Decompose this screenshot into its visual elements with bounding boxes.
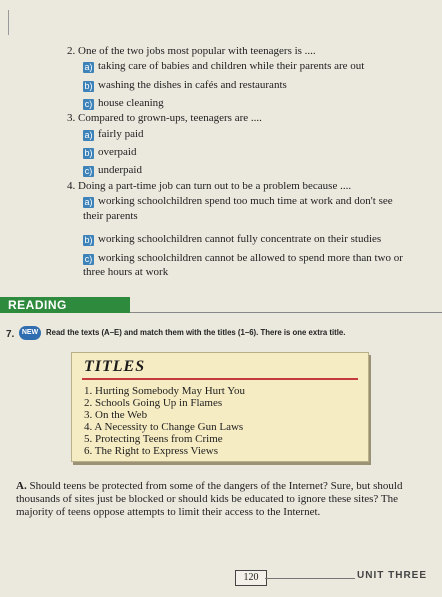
option-badge: a) (84, 197, 93, 207)
question-2: 2. One of the two jobs most popular with teenagers is .... (67, 45, 316, 57)
option-badge: c) (84, 166, 93, 176)
title-item: 2. Schools Going Up in Flames (84, 397, 223, 409)
question-2-option-a (83, 60, 364, 73)
text-a-body: Should teens be protected from some of the dangers of the Internet? Sure, but should thousands of sites just be blocked or should kids be educated to ignore these sites? The majority of teens oppose attempts to limit their access to the Internet. (16, 480, 403, 518)
option-badge: a) (84, 130, 93, 140)
option-badge: b) (84, 235, 93, 245)
question-2-option-b (83, 79, 287, 92)
option-badge: b) (84, 148, 93, 158)
section-divider (130, 312, 442, 313)
task-number: 7. (6, 329, 15, 340)
question-4-option-c-cont: three hours at work (83, 266, 169, 278)
title-item: 3. On the Web (84, 409, 148, 421)
question-4-option-b (83, 233, 381, 246)
option-text: working schoolchildren cannot fully concentrate on their studies (98, 233, 382, 245)
question-3: 3. Compared to grown-ups, teenagers are .... (67, 112, 262, 124)
option-badge: a) (84, 62, 93, 72)
question-3-option-a (83, 128, 144, 141)
option-badge: c) (84, 254, 93, 264)
question-4-option-a-cont: their parents (83, 210, 138, 222)
margin-line (8, 10, 9, 35)
unit-label: UNIT THREE (357, 570, 427, 581)
titles-heading: TITLES (84, 358, 146, 375)
page-number: 120 (235, 570, 267, 586)
option-text: working schoolchildren cannot be allowed to spend more than two or (98, 252, 403, 264)
option-badge: b) (84, 81, 93, 91)
option-text: taking care of babies and children while their parents are out (98, 60, 365, 72)
text-a-label: A. (16, 480, 27, 492)
title-item: 1. Hurting Somebody May Hurt You (84, 385, 246, 397)
option-text: fairly paid (98, 128, 144, 140)
new-task-icon: NEW (19, 326, 41, 340)
title-item: 6. The Right to Express Views (84, 445, 218, 457)
text-a (16, 480, 428, 519)
task-instruction: Read the texts (A–E) and match them with the titles (1–6). There is one extra title. (46, 328, 346, 337)
option-text: washing the dishes in cafés and restaurants (98, 79, 287, 91)
question-4-option-a (83, 195, 393, 208)
title-item: 4. A Necessity to Change Gun Laws (84, 421, 244, 433)
option-badge: c) (84, 99, 93, 109)
title-item: 5. Protecting Teens from Crime (84, 433, 223, 445)
option-text: working schoolchildren spend too much time at work and don't see (98, 195, 393, 207)
question-2-option-c (83, 97, 164, 110)
reading-section-label: READING (8, 298, 67, 312)
titles-rule (82, 378, 358, 380)
option-text: house cleaning (98, 97, 164, 109)
titles-box (71, 352, 369, 462)
footer-rule (265, 578, 355, 579)
question-3-option-b (83, 146, 136, 159)
option-text: underpaid (98, 164, 142, 176)
question-3-option-c (83, 164, 142, 177)
option-text: overpaid (98, 146, 137, 158)
question-4: 4. Doing a part-time job can turn out to be a problem because .... (67, 180, 352, 192)
question-4-option-c (83, 252, 403, 265)
titles-list (84, 385, 245, 457)
